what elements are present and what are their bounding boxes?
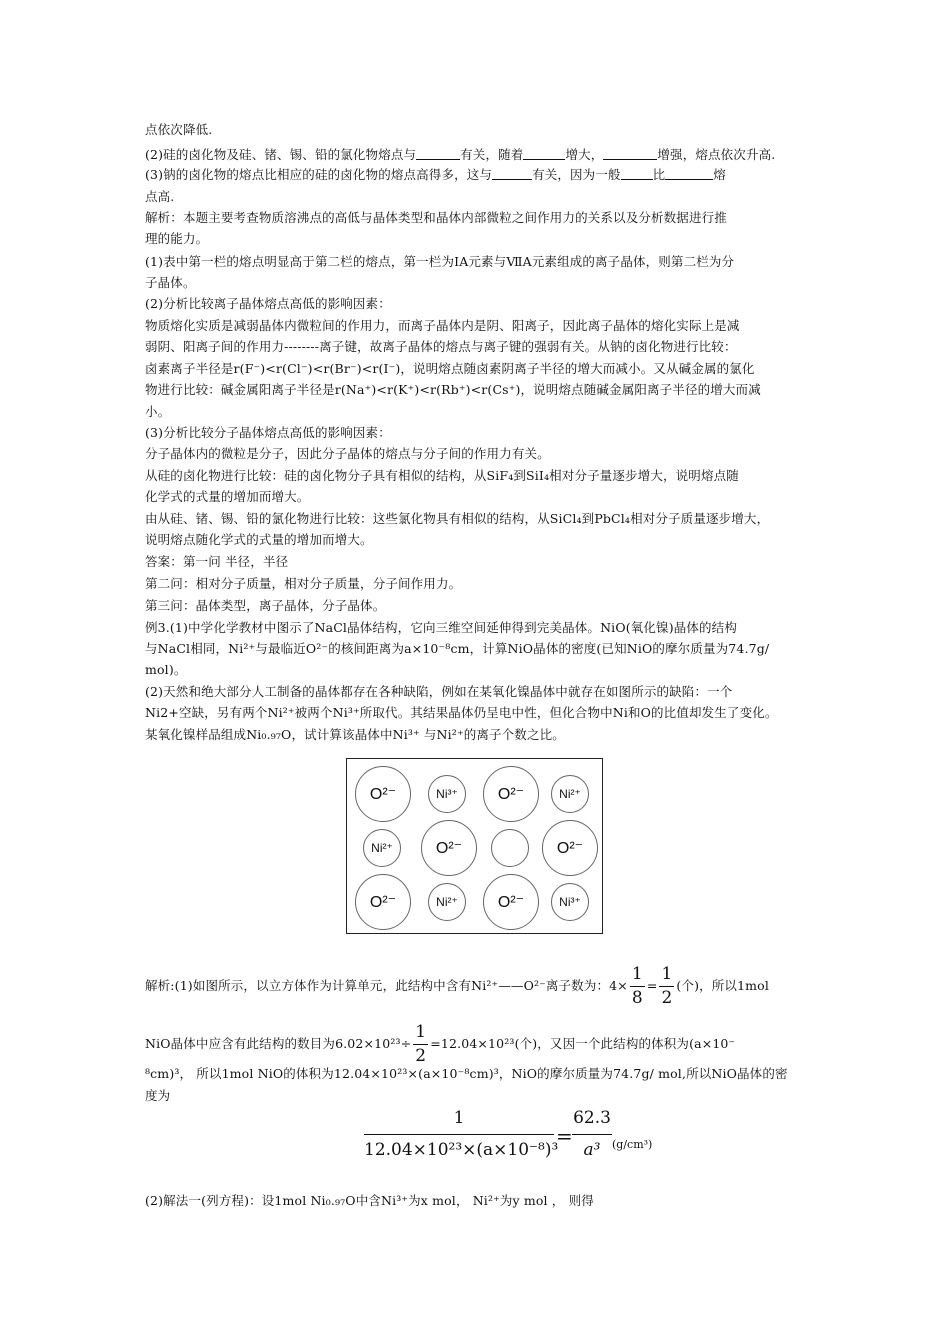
ion-circle: Ni³⁺ bbox=[551, 883, 589, 921]
text-line: 分子晶体内的微粒是分子，因此分子晶体的熔点与分子间的作用力有关。 bbox=[145, 446, 550, 461]
density-fraction: 1 12.04×10²³×(a×10⁻⁸)³ bbox=[364, 1108, 559, 1160]
density-unit: (g/cm³) bbox=[612, 1138, 653, 1151]
ion-circle: O²⁻ bbox=[355, 766, 411, 822]
equals-sign: = bbox=[556, 1124, 573, 1148]
text-line: 说明熔点随化学式的式量的增加而增大。 bbox=[145, 532, 373, 547]
text-line: 某氧化镍样品组成Ni₀.₉₇O，试计算该晶体中Ni³⁺ 与Ni²⁺的离子个数之比。 bbox=[145, 727, 565, 742]
fraction-one-half: $\frac{1}{2}$ bbox=[415, 1022, 427, 1066]
blank[interactable] bbox=[492, 167, 532, 180]
blank[interactable] bbox=[603, 147, 657, 160]
text-line: (1)表中第一栏的熔点明显高于第二栏的熔点，第一栏为ⅠA元素与ⅦA元素组成的离子晶体，则第二栏为分 bbox=[145, 254, 735, 269]
blank[interactable] bbox=[621, 167, 653, 180]
vacancy-circle bbox=[491, 829, 529, 867]
blank[interactable] bbox=[523, 147, 565, 160]
text-line: ⁸cm)³， 所以1mol NiO的体积为12.04×10²³×(a×10⁻⁸cm)³，NiO的摩尔质量为74.7g/ mol,所以NiO晶体的密 bbox=[145, 1066, 788, 1081]
ion-circle: Ni²⁺ bbox=[428, 883, 466, 921]
text-line: 解析：本题主要考查物质溶沸点的高低与晶体类型和晶体内部微粒之间作用力的关系以及分析数据进行推 bbox=[145, 210, 727, 225]
text-line: 答案：第一问 半径，半径 bbox=[145, 554, 289, 569]
ion-circle: O²⁻ bbox=[483, 874, 539, 930]
ion-circle: O²⁻ bbox=[421, 820, 477, 876]
ion-circle: O²⁻ bbox=[355, 874, 411, 930]
ion-circle: Ni²⁺ bbox=[551, 775, 589, 813]
text-line: (2)分析比较离子晶体熔点高低的影响因素： bbox=[145, 296, 391, 311]
ion-circle: Ni²⁺ bbox=[363, 829, 401, 867]
text-line: 由从硅、锗、锡、铅的氯化物进行比较：这些氯化物具有相似的结构，从SiCl₄到PbCl₄相对分子质量逐步增大， bbox=[145, 511, 770, 526]
blank[interactable] bbox=[416, 147, 460, 160]
text-line: 点依次降低. bbox=[145, 122, 213, 137]
text-line: 第三问：晶体类型，离子晶体，分子晶体。 bbox=[145, 598, 386, 613]
text-line: 子晶体。 bbox=[145, 275, 196, 290]
text-line: 化学式的式量的增加而增大。 bbox=[145, 489, 310, 504]
text-line-blanks: (2)硅的卤化物及硅、锗、锡、铅的氯化物熔点与 有关，随着 增大， 增强，熔点依次升高. bbox=[145, 147, 776, 162]
ion-circle: O²⁻ bbox=[483, 766, 539, 822]
text-line: (2)解法一(列方程)：设1mol Ni₀.₉₇O中含Ni³⁺为x mol， Ni²⁺为y mol ， 则得 bbox=[145, 1193, 594, 1208]
text-line: (2)天然和绝大部分人工制备的晶体都存在各种缺陷，例如在某氧化镍晶体中就存在如图所示的缺陷：一个 bbox=[145, 684, 733, 699]
ion-circle: O²⁻ bbox=[542, 820, 598, 876]
text-line: 理的能力。 bbox=[145, 231, 209, 246]
text-line: 物进行比较：碱金属阳离子半径是r(Na⁺)<r(K⁺)<r(Rb⁺)<r(Cs⁺)，说明熔点随碱金属阳离子半径的增大而减 bbox=[145, 382, 761, 397]
solution-line-2: NiO晶体中应含有此结构的数目为6.02×10²³÷ $\frac{1}{2}$ =12.04×10²³(个)，又因一个此结构的体积为(a×10⁻ bbox=[145, 1022, 736, 1066]
text-line: 卤素离子半径是r(F⁻)<r(Cl⁻)<r(Br⁻)<r(I⁻)，说明熔点随卤素阴离子半径的增大而减小。又从碱金属的氯化 bbox=[145, 361, 755, 376]
text-line: 点高. bbox=[145, 189, 175, 204]
fraction-one-half: $\frac{1}{2}$ bbox=[661, 964, 673, 1008]
density-formula bbox=[364, 1108, 694, 1168]
text-line: mol)。 bbox=[145, 662, 187, 677]
text-line: (3)分析比较分子晶体熔点高低的影响因素： bbox=[145, 425, 391, 440]
fraction-one-eighth: $\frac{1}{8}$ bbox=[631, 964, 643, 1008]
density-result-fraction: 62.3 a³ bbox=[573, 1108, 611, 1160]
solution-line-1: 解析:(1)如图所示，以立方体作为计算单元，此结构中含有Ni²⁺——O²⁻离子数为：4× $\frac{1}{8}$ = $\frac{1}{2}$ (个)，所以1mol bbox=[145, 964, 770, 1008]
text-line: 从硅的卤化物进行比较：硅的卤化物分子具有相似的结构，从SiF₄到SiI₄相对分子量逐步增大，说明熔点随 bbox=[145, 468, 739, 483]
text-line: 与NaCl相同，Ni²⁺与最临近O²⁻的核间距离为a×10⁻⁸cm，计算NiO晶体的密度(已知NiO的摩尔质量为74.7g/ bbox=[145, 641, 770, 656]
text-line: 例3.(1)中学化学教材中图示了NaCl晶体结构，它向三维空间延伸得到完美晶体。NiO(氧化镍)晶体的结构 bbox=[145, 620, 737, 635]
text-line: 小。 bbox=[145, 404, 171, 419]
text-line: 弱阴、阳离子间的作用力--------离子键，故离子晶体的熔点与离子键的强弱有关。从钠的卤化物进行比较： bbox=[145, 339, 737, 354]
text-line-blanks: (3)钠的卤化物的熔点比相应的硅的卤化物的熔点高得多，这与 有关，因为一般 比 熔 bbox=[145, 167, 726, 182]
text-line: Ni2+空缺，另有两个Ni²⁺被两个Ni³⁺所取代。其结果晶体仍呈电中性，但化合物中Ni和O的比值却发生了变化。 bbox=[145, 705, 778, 720]
text-line: 度为 bbox=[145, 1088, 171, 1103]
blank[interactable] bbox=[665, 167, 713, 180]
ion-circle: Ni³⁺ bbox=[428, 775, 466, 813]
text-line: 第二问：相对分子质量，相对分子质量，分子间作用力。 bbox=[145, 576, 462, 591]
text-line: 物质熔化实质是减弱晶体内微粒间的作用力，而离子晶体内是阴、阳离子，因此离子晶体的熔化实际上是减 bbox=[145, 318, 740, 333]
nio-defect-diagram bbox=[346, 758, 603, 934]
